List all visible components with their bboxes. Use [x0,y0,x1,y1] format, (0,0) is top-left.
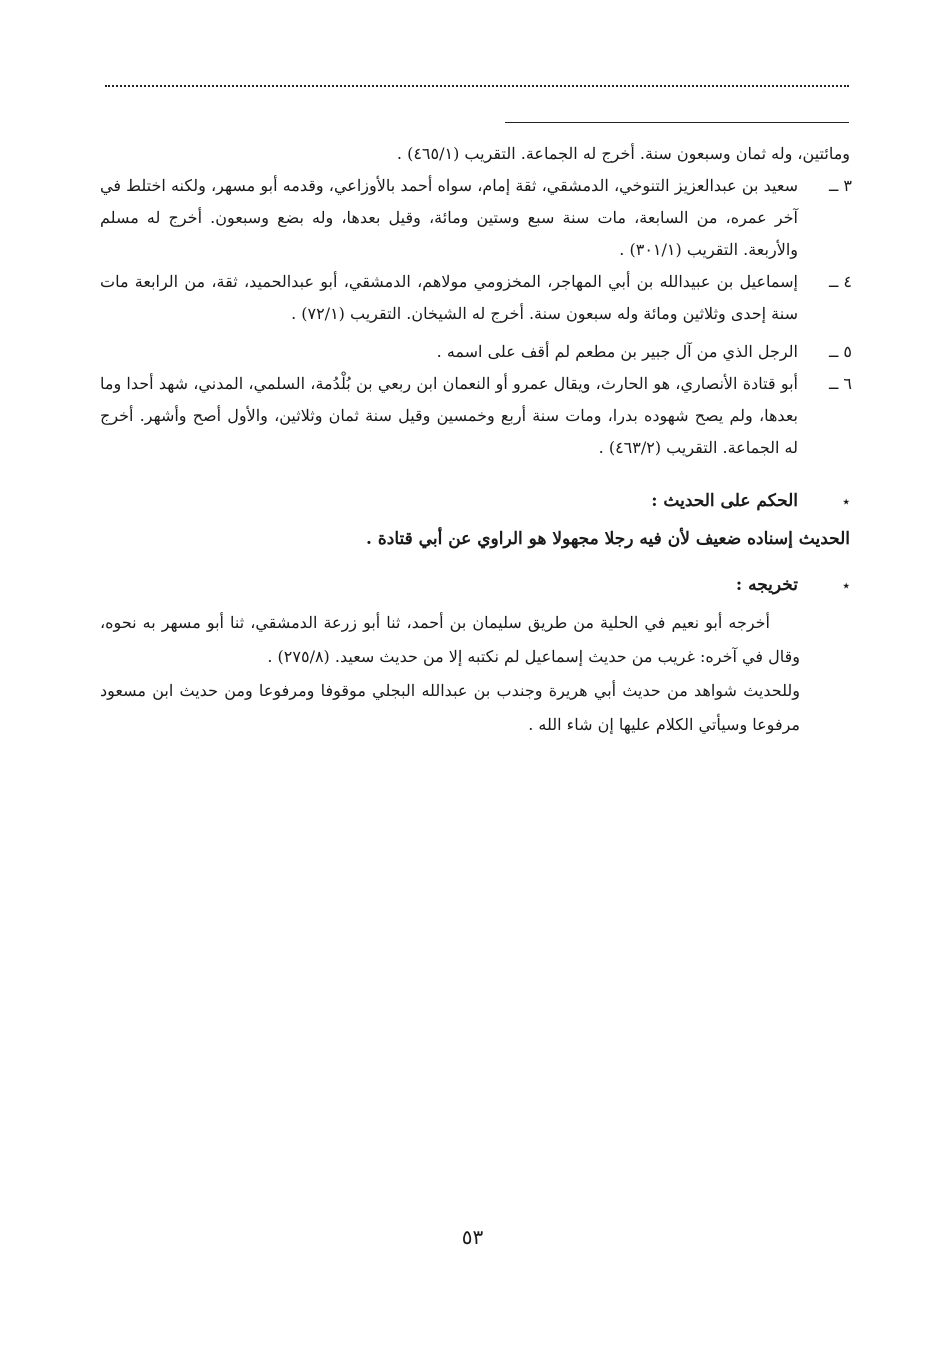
dotted-top-rule [105,85,849,87]
ruling-heading-label: الحكم على الحديث : [651,491,798,511]
footnote-text: الرجل الذي من آل جبير بن مطعم لم أقف على اسمه . [436,342,798,361]
page-number: ٥٣ [461,1225,484,1249]
footnote-text: إسماعيل بن عبيدالله بن أبي المهاجر، المخزومي مولاهم، الدمشقي، أبو عبدالحميد، ثقة، من الرابعة مات سنة إحدى وثلاثين ومائة وله سبعون سنة. أخرج له الشيخان. التقريب (٧٢/١) . [100,272,798,323]
ruling-text: الحديث إسناده ضعيف لأن فيه رجلا مجهولا هو الراوي عن أبي قتادة . [366,529,850,549]
footnote-number: ٥ ــ [828,342,852,361]
ruling-heading [150,486,850,517]
footnote-5 [100,336,850,368]
footnote-number: ٣ ــ [828,176,852,195]
footnote-continuation: ومائتين، وله ثمان وسبعون سنة. أخرج له الجماعة. التقريب (٤٦٥/١) . [396,144,850,163]
footnote-6 [100,368,850,464]
footnote-number: ٤ ــ [828,272,852,291]
asterisk-icon: ٭ [842,578,850,594]
takhrij-heading-label: تخريجه : [735,575,798,595]
takhrij-paragraph-1 [100,606,800,674]
takhrij-paragraph-2: وللحديث شواهد من حديث أبي هريرة وجندب بن عبدالله البجلي موقوفا ومرفوعا ومن حديث ابن مسعود مرفوعا وسيأتي الكلام عليها إن شاء الله . [100,681,800,734]
takhrij-paragraph-1-text: أخرجه أبو نعيم في الحلية من طريق سليمان بن أحمد، ثنا أبو زرعة الدمشقي، ثنا أبو مسهر به نحوه، وقال في آخره: غريب من حديث إسماعيل لم نكتبه إلا من حديث سعيد. (٢٧٥/٨) . [100,613,800,666]
asterisk-icon: ٭ [842,494,850,510]
footnote-text: سعيد بن عبدالعزيز التنوخي، الدمشقي، ثقة إمام، سواه أحمد بالأوزاعي، وقدمه أبو مسهر، ولكنه اختلط في آخر عمره، من السابعة، مات سنة سبع وستين ومائة، وقيل بعدها، وله بضع وسبعون. أخرج له مسلم والأربعة. التقريب (٣٠١/١) . [100,176,798,259]
footnote-separator-rule [505,122,849,123]
footnote-number: ٦ ــ [828,374,852,393]
footnote-4 [100,266,850,330]
footnote-text: أبو قتادة الأنصاري، هو الحارث، ويقال عمرو أو النعمان ابن ربعي بن بُلْدُمة، السلمي، المدني، شهد أحدا وما بعدها، ولم يصح شهوده بدرا، ومات سنة أربع وخمسين وقيل سنة ثمان وثلاثين، والأول أصح وأشهر. أخرج له الجماعة. التقريب (٤٦٣/٢) . [100,374,799,457]
footnote-3 [100,170,850,266]
takhrij-heading [150,570,850,601]
